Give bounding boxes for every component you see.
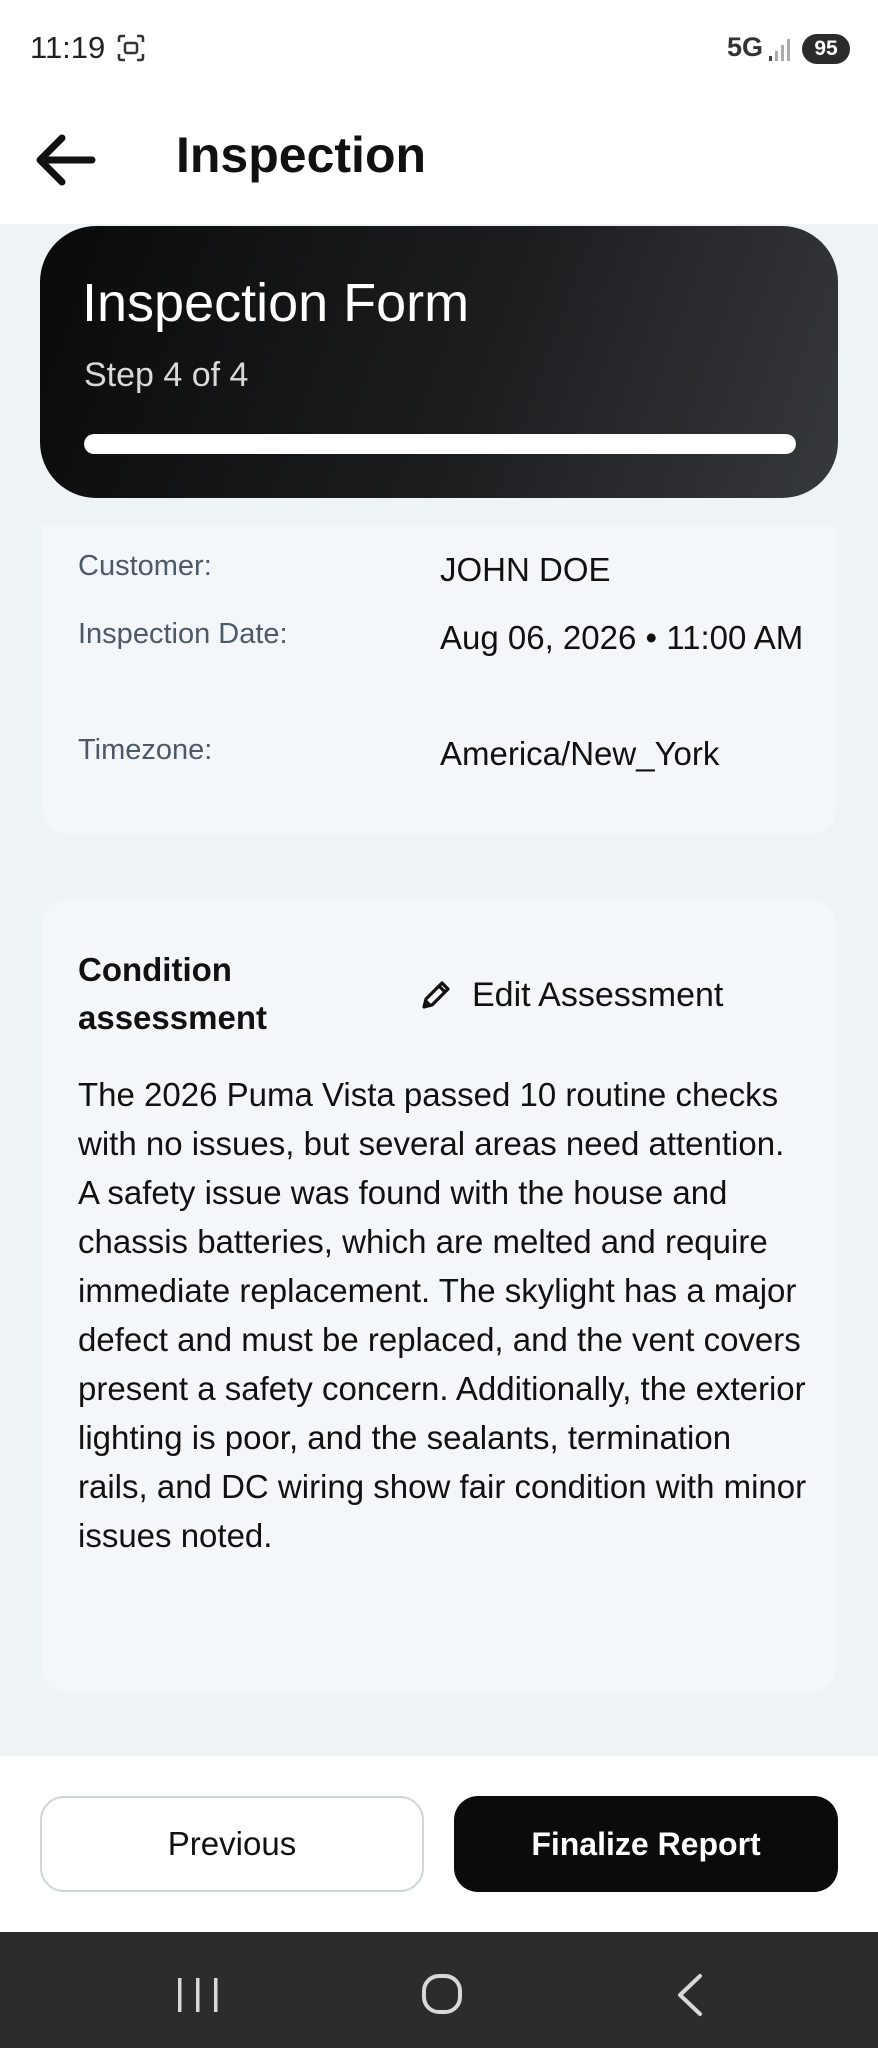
customer-value: JOHN DOE: [440, 551, 611, 588]
timezone-label: Timezone:: [78, 734, 213, 766]
system-nav-bar: [0, 1932, 878, 2048]
recent-apps-button[interactable]: [168, 1970, 228, 2020]
screenshot-icon: [116, 34, 146, 62]
edit-assessment-label: Edit Assessment: [472, 975, 724, 1014]
inspection-details-card: [42, 526, 836, 834]
assessment-text: The 2026 Puma Vista passed 10 routine checks with no issues, but several areas need attention. A safety issue was found with the house and chassis batteries, which are melted and require immediate replacement. The skylight has a major defect and must be replaced, and the vent covers present a safety concern. Additionally, the exterior lighting is poor, and the sealants, termination rails, and DC wiring show fair condition with minor issues noted.: [78, 1076, 807, 1554]
pencil-icon: [418, 977, 454, 1013]
status-time: 11:19: [30, 30, 106, 65]
condition-assessment-card: [42, 900, 836, 1692]
progress-fill: [84, 434, 796, 454]
back-button[interactable]: [32, 130, 100, 190]
inspection-date-value: Aug 06, 2026 • 11:00 AM: [440, 619, 804, 656]
customer-label: Customer:: [78, 550, 212, 582]
arrow-left-icon: [32, 130, 100, 190]
timezone-value: America/New_York: [440, 735, 720, 772]
form-title: Inspection Form: [82, 273, 470, 333]
status-bar: [0, 0, 878, 100]
home-icon: [412, 1970, 472, 2020]
step-indicator: Step 4 of 4: [84, 356, 249, 394]
inspection-form-banner: [40, 226, 838, 498]
previous-button[interactable]: Previous: [40, 1796, 424, 1892]
recent-apps-icon: [168, 1970, 228, 2020]
progress-bar: [84, 434, 796, 454]
signal-strength-icon: [768, 36, 792, 62]
footer-actions: [0, 1756, 878, 1932]
finalize-report-button[interactable]: Finalize Report: [454, 1796, 838, 1892]
assessment-title: Condition assessment: [78, 951, 267, 1036]
page-title: Inspection: [176, 127, 427, 183]
inspection-date-label: Inspection Date:: [78, 618, 288, 650]
battery-badge: 95: [802, 34, 850, 64]
network-label: 5G: [727, 32, 764, 62]
edit-assessment-button[interactable]: [418, 970, 723, 1020]
back-icon: [660, 1970, 720, 2020]
home-button[interactable]: [412, 1970, 472, 2020]
system-back-button[interactable]: [660, 1970, 720, 2020]
app-header: [0, 100, 878, 224]
